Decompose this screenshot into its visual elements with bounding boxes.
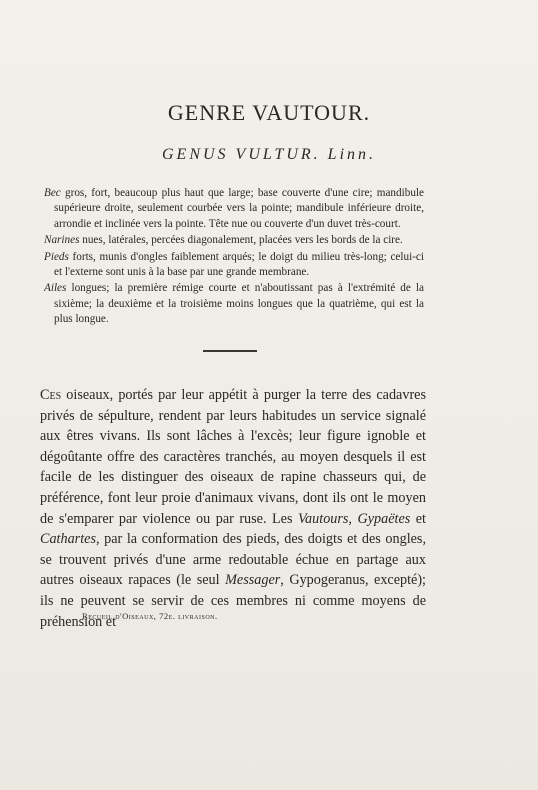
body-italic: Cathartes <box>40 531 96 548</box>
body-text: , par la conformation des pieds, des doigts et des ongles, se trouvent privés d'une arme redoutable échue en partage aux autres oiseaux rapaces (le seul <box>40 531 426 589</box>
description-ailes <box>44 281 424 327</box>
description-bec <box>44 186 424 232</box>
page-footer: Recueil d'Oiseaux, 72e. livraison. <box>82 611 218 621</box>
lead-word: Ces <box>40 387 62 403</box>
description-text: forts, munis d'ongles faiblement arqués; le doigt du milieu très-long; celui-ci et l'externe sont unis à la base par une grande membrane. <box>54 250 424 279</box>
body-italic: Gypaëtes <box>357 510 411 527</box>
body-text: , <box>348 510 358 527</box>
body-text: , Gypogeranus, excepté); ils ne peuvent se servir de ces membres ni comme moyens de préhension et <box>40 572 427 630</box>
body-text: et <box>410 510 426 527</box>
description-term: Pieds <box>44 250 69 263</box>
genus-description <box>44 186 424 329</box>
section-divider <box>203 350 257 352</box>
description-term: Bec <box>44 187 61 199</box>
description-text: gros, fort, beaucoup plus haut que large; base couverte d'une cire; mandibule supérieure droite, seulement courbée vers la pointe; mandibule inférieure droite, arrondie et inclinée vers la pointe. Tête nue ou couverte d'un duvet très-court. <box>54 187 424 230</box>
body-paragraph <box>40 385 426 632</box>
description-text: nues, latérales, percées diagonalement, placées vers les bords de la cire. <box>79 234 403 247</box>
description-narines <box>44 233 424 248</box>
body-italic: Messager <box>225 572 281 589</box>
body-text: oiseaux, portés par leur appétit à purger la terre des cadavres privés de sépulture, rendent par leurs habitudes un service signalé aux êtres vivans. Ils sont lâches à l'excès; leur figure ignoble et dégoûtante offre des caractères tranchés, au moyen desquels il est facile de les distinguer des oiseaux de rapine chasseurs qui, de préférence, font leur proie d'animaux vivans, dont ils ont le moyen de s'emparer par violence ou par ruse. Les <box>40 387 426 527</box>
description-pieds <box>44 250 424 281</box>
description-text: longues; la première rémige courte et n'aboutissant pas à l'extrémité de la sixième; la deuxième et la troisième moins longues que la quatrième, qui est la plus longue. <box>54 282 424 326</box>
body-italic: Vautours <box>297 510 349 527</box>
page-subtitle: GENUS VULTUR. Linn. <box>161 146 377 163</box>
description-term: Ailes <box>44 282 67 295</box>
page-title: GENRE VAUTOUR. <box>167 100 371 125</box>
description-term: Narines <box>44 234 80 247</box>
